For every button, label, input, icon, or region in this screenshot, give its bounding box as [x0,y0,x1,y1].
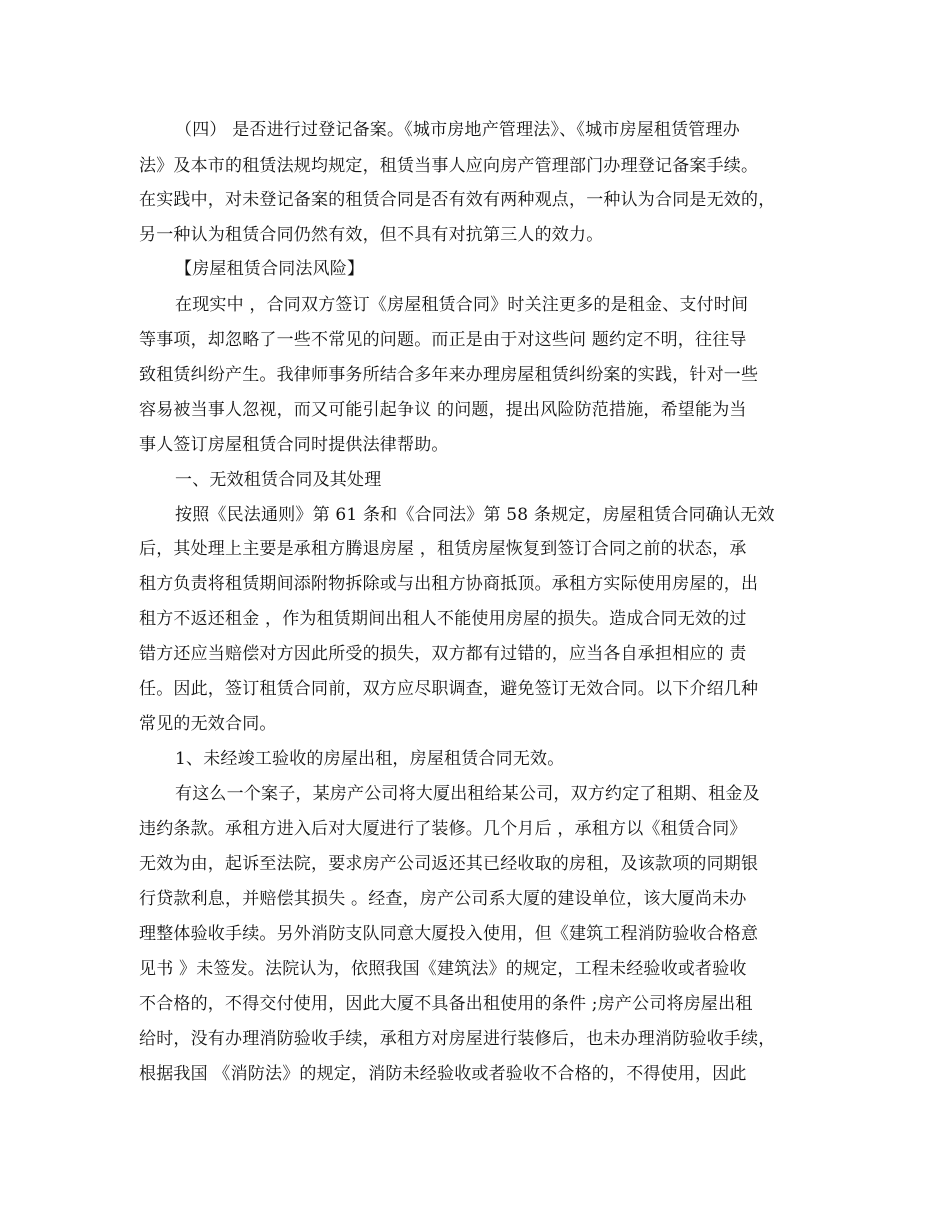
paragraph-line: 致租赁纠纷产生。我律师事务所结合多年来办理房屋租赁纠纷案的实践，针对一些 [139,365,759,385]
paragraph-line: 法》及本市的租赁法规均规定，租赁当事人应向房产管理部门办理登记备案手续。 [139,156,759,176]
paragraph-line: 在实践中，对未登记备案的租赁合同是否有效有两种观点，一种认为合同是无效的， [139,190,776,210]
paragraph-line: 容易被当事人忽视，而又可能引起争议 的问题，提出风险防范措施，希望能为当 [139,400,747,420]
paragraph-line: 租方负责将租赁期间添附物拆除或与出租方协商抵顶。承租方实际使用房屋的，出 [139,574,759,594]
paragraph-line: 租方不返还租金 ，作为租赁期间出租人不能使用房屋的损失。造成合同无效的过 [139,609,747,629]
paragraph-line: 行贷款利息，并赔偿其损失 。经查，房产公司系大厦的建设单位，该大厦尚未办 [139,889,747,909]
paragraph-line: 给时，没有办理消防验收手续，承租方对房屋进行装修后，也未办理消防验收手续， [139,1029,776,1049]
paragraph-line: （四） 是否进行过登记备案。《城市房地产管理法》、《城市房屋租赁管理办 [175,120,740,140]
paragraph-line: 在现实中 ，合同双方签订《房屋租赁合同》时关注更多的是租金、支付时间 [175,295,749,315]
paragraph-line: 有这么一个案子，某房产公司将大厦出租给某公司，双方约定了租期、租金及 [175,784,760,804]
paragraph-line: 等事项，却忽略了一些不常见的问题。而正是由于对这些问 题约定不明，往往导 [139,330,747,350]
paragraph-line: 违约条款。承租方进入后对大厦进行了装修。几个月后 ，承租方以《租赁合同》 [139,819,747,839]
paragraph-line: 任。因此，签订租赁合同前，双方应尽职调查，避免签订无效合同。以下介绍几种 [139,679,759,699]
paragraph-line: 根据我国 《消防法》的规定，消防未经验收或者验收不合格的，不得使用，因此 [139,1064,747,1084]
paragraph-line: 理整体验收手续。另外消防支队同意大厦投入使用，但《建筑工程消防验收合格意 [139,924,759,944]
section-heading: 【房屋租赁合同法风险】 [175,259,365,279]
paragraph-line: 见书 》未签发。法院认为，依照我国《建筑法》的规定，工程未经验收或者验收 [139,959,747,979]
paragraph-line: 不合格的，不得交付使用，因此大厦不具备出租使用的条件 ;房产公司将房屋出租 [139,994,753,1014]
paragraph-line: 事人签订房屋租赁合同时提供法律帮助。 [139,435,449,455]
paragraph-line: 常见的无效合同。 [139,714,277,734]
paragraph-line: 另一种认为租赁合同仍然有效，但不具有对抗第三人的效力。 [139,225,604,245]
section-heading: 1、未经竣工验收的房屋出租，房屋租赁合同无效。 [175,749,565,769]
section-heading: 一、无效租赁合同及其处理 [175,470,382,490]
paragraph-line: 错方还应当赔偿对方因此所受的损失，双方都有过错的，应当各自承担相应的 责 [139,644,747,664]
paragraph-line: 无效为由，起诉至法院，要求房产公司返还其已经收取的房租，及该款项的同期银 [139,854,759,874]
paragraph-line: 按照《民法通则》第 61 条和《合同法》第 58 条规定，房屋租赁合同确认无效 [175,505,775,525]
paragraph-line: 后，其处理上主要是承租方腾退房屋 ，租赁房屋恢复到签订合同之前的状态，承 [139,539,747,559]
